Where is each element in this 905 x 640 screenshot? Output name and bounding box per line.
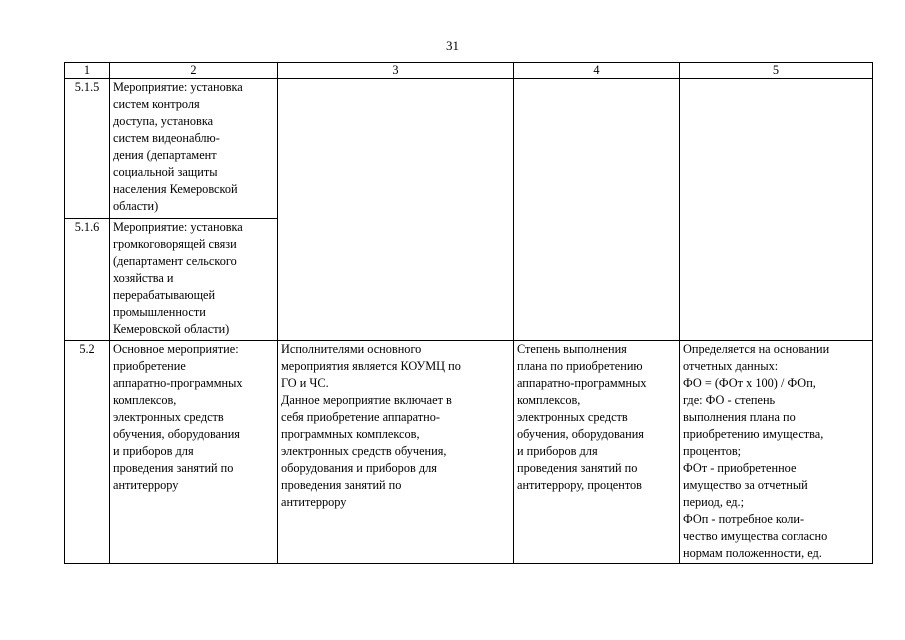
- page-number: 31: [446, 38, 459, 53]
- indicator-cell: [514, 79, 680, 341]
- measure-description: Мероприятие: установка систем контроля доступа, установка систем видеонаблю- дения (департамент социальной защиты населения Кемеровской области): [110, 79, 278, 219]
- table-row: [65, 79, 873, 219]
- row-number: 5.2: [65, 341, 110, 564]
- measures-table: [64, 62, 873, 564]
- calculation-cell: Определяется на основании отчетных данных: ФО = (ФОт х 100) / ФОп, где: ФО - степень выполнения плана по приобретению имущества, процентов; ФОт - приобретенное имущество за отчетный период, ед.; ФОп - потребное коли- чество имущества согласно нормам положенности, ед.: [680, 341, 873, 564]
- header-cell-3: 3: [278, 63, 514, 79]
- measure-description: Мероприятие: установка громкоговорящей связи (департамент сельского хозяйства и перерабатывающей промышленности Кемеровской области): [110, 219, 278, 341]
- row-number: 5.1.6: [65, 219, 110, 341]
- header-cell-5: 5: [680, 63, 873, 79]
- executor-cell: Исполнителями основного мероприятия является КОУМЦ по ГО и ЧС. Данное мероприятие включает в себя приобретение аппаратно- программных комплексов, электронных средств обучения, оборудования и приборов для проведения занятий по антитеррору: [278, 341, 514, 564]
- header-cell-4: 4: [514, 63, 680, 79]
- indicator-cell: Степень выполнения плана по приобретению аппаратно-программных комплексов, электронных средств обучения, оборудования и приборов для проведения занятий по антитеррору, процентов: [514, 341, 680, 564]
- table-header-row: [65, 63, 873, 79]
- calculation-cell: [680, 79, 873, 341]
- header-cell-1: 1: [65, 63, 110, 79]
- table-row: [65, 341, 873, 564]
- executor-cell: [278, 79, 514, 341]
- row-number: 5.1.5: [65, 79, 110, 219]
- measure-description: Основное мероприятие: приобретение аппаратно-программных комплексов, электронных средств обучения, оборудования и приборов для проведения занятий по антитеррору: [110, 341, 278, 564]
- header-cell-2: 2: [110, 63, 278, 79]
